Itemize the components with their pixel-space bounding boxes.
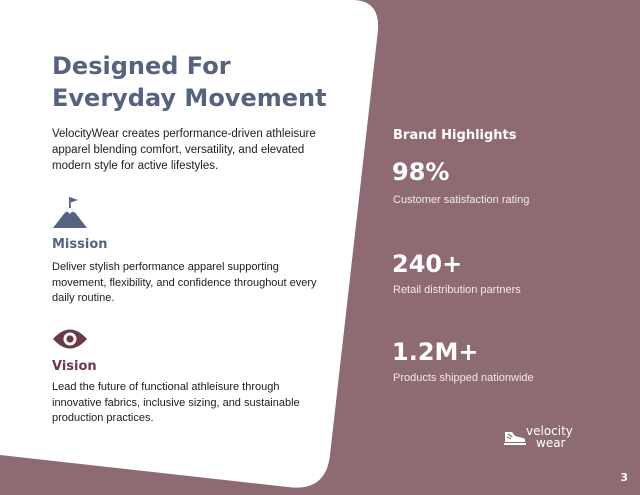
stat-label-satisfaction: Customer satisfaction rating: [393, 194, 530, 206]
page-title: [52, 50, 372, 114]
running-shoe-icon: [503, 428, 527, 446]
mountain-flag-icon: [52, 196, 88, 230]
page-number: 3: [620, 471, 628, 484]
stat-value-shipped: 1.2M+: [392, 338, 479, 366]
stat-label-partners: Retail distribution partners: [393, 284, 521, 296]
logo-text-line-2: wear: [536, 436, 566, 450]
vision-heading: Vision: [52, 359, 97, 374]
intro-text: VelocityWear creates performance-driven athleisure apparel blending comfort, versatility, and elevated modern style for active lifestyles.: [52, 128, 316, 172]
stat-value-satisfaction: 98%: [392, 158, 450, 186]
mission-text: Deliver stylish performance apparel supporting movement, flexibility, and confidence throughout every daily routine.: [52, 261, 317, 304]
stat-value-partners: 240+: [392, 250, 463, 278]
highlights-title: Brand Highlights: [393, 128, 517, 143]
logo-text-line-1: velocity: [526, 424, 573, 438]
mission-heading: Mission: [52, 237, 108, 252]
stat-label-shipped: Products shipped nationwide: [393, 372, 534, 384]
eye-icon: [52, 327, 88, 351]
title-line-1: Designed For: [52, 52, 231, 80]
vision-text: Lead the future of functional athleisure through innovative fabrics, inclusive sizing, and sustainable production practices.: [52, 381, 300, 424]
title-line-2: Everyday Movement: [52, 84, 327, 112]
